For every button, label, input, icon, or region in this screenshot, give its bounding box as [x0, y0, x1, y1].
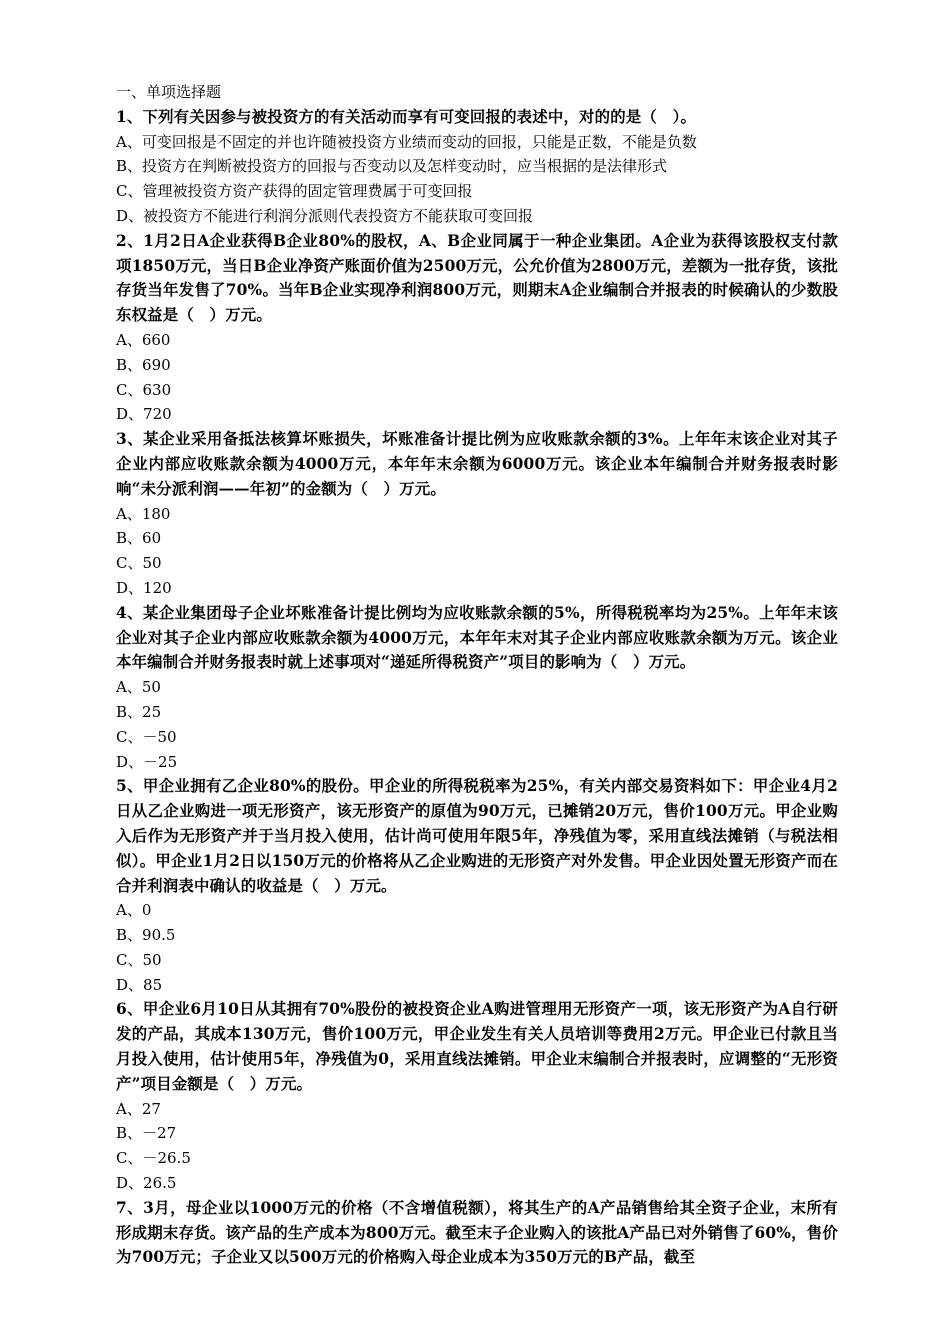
question-option: D、－25	[116, 752, 178, 771]
question-6	[116, 997, 838, 1195]
question-option: A、660	[116, 330, 171, 349]
question-stem: 3、某企业采用备抵法核算坏账损失，坏账准备计提比例为应收账款余额的3%。上年年末该企业对其子企业内部应收账款余额为4000万元，本年年末余额为6000万元。该企业本年编制合并财务报表时影响“未分派利润——年初”的金额为（ ）万元。	[116, 430, 838, 498]
question-option: D、720	[116, 405, 172, 424]
question-option: D、被投资方不能进行利润分派则代表投资方不能获取可变回报	[116, 206, 534, 225]
question-option: A、50	[116, 678, 161, 697]
question-option: C、－26.5	[116, 1149, 191, 1168]
question-option: D、26.5	[116, 1174, 177, 1193]
question-stem: 4、某企业集团母子企业坏账准备计提比例均为应收账款余额的5%，所得税税率均为25%。上年年末该企业对其子企业内部应收账款余额为4000万元，本年年末对其子企业内部应收账款余额为万元。该企业本年编制合并财务报表时就上述事项对“递延所得税资产”项目的影响为（ ）万元。	[116, 603, 838, 672]
question-1	[116, 105, 838, 229]
question-option: D、85	[116, 975, 163, 994]
question-stem: 6、甲企业6月10日从其拥有70%股份的被投资企业A购进管理用无形资产一项，该无形资产为A自行研发的产品，其成本130万元，售价100万元，甲企业发生有关人员培训等费用2万元。甲企业已付款且当月投入使用，估计使用5年，净残值为0，采用直线法摊销。甲企业末编制合并报表时，应调整的“无形资产”项目金额是（ ）万元。	[116, 1000, 838, 1093]
question-option: C、50	[116, 554, 162, 573]
question-2	[116, 229, 838, 427]
question-option: B、90.5	[116, 926, 176, 945]
question-7	[116, 1196, 838, 1270]
question-option: B、690	[116, 355, 171, 374]
question-stem: 7、3月，母企业以1000万元的价格（不含增值税额），将其生产的A产品销售给其全资子企业，末所有形成期末存货。该产品的生产成本为800万元。截至末子企业购入的该批A产品已对外销售了60%，售价为700万元；子企业又以500万元的价格购入母企业成本为350万元的B产品，截至	[116, 1198, 838, 1267]
document-page	[116, 80, 838, 1270]
question-option: A、可变回报是不固定的并也许随被投资方业绩而变动的回报，只能是正数，不能是负数	[116, 132, 697, 151]
question-stem: 5、甲企业拥有乙企业80%的股份。甲企业的所得税税率为25%，有关内部交易资料如下：甲企业4月2日从乙企业购进一项无形资产，该无形资产的原值为90万元，已摊销20万元，售价100万元。甲企业购入后作为无形资产并于当月投入使用，估计尚可使用年限5年，净残值为零，采用直线法摊销（与税法相似）。甲企业1月2日以150万元的价格将从乙企业购进的无形资产对外发售。甲企业因处置无形资产而在合并利润表中确认的收益是（ ）万元。	[116, 777, 838, 895]
question-option: B、－27	[116, 1124, 177, 1143]
question-option: C、－50	[116, 727, 177, 746]
question-option: A、0	[116, 901, 152, 920]
question-option: B、60	[116, 529, 162, 548]
question-option: C、50	[116, 950, 162, 969]
question-option: D、120	[116, 578, 172, 597]
question-option: B、投资方在判断被投资方的回报与否变动以及怎样变动时，应当根据的是法律形式	[116, 157, 668, 176]
section-title: 一、单项选择题	[116, 83, 222, 101]
question-option: A、27	[116, 1099, 161, 1118]
question-3	[116, 427, 838, 601]
question-stem: 2、1月2日A企业获得B企业80%的股权，A、B企业同属于一种企业集团。A企业为获得该股权支付款项1850万元，当日B企业净资产账面价值为2500万元，公允价值为2800万元，差额为一批存货，该批存货当年发售了70%。当年B企业实现净利润800万元，则期末A企业编制合并报表的时候确认的少数股东权益是（ ）万元。	[116, 231, 838, 325]
question-stem: 1、下列有关因参与被投资方的有关活动而享有可变回报的表述中，对的的是（ ）。	[116, 107, 697, 126]
question-option: C、管理被投资方资产获得的固定管理费属于可变回报	[116, 182, 473, 201]
question-option: B、25	[116, 702, 162, 721]
question-option: C、630	[116, 380, 172, 399]
question-option: A、180	[116, 504, 171, 523]
question-4	[116, 601, 838, 775]
question-5	[116, 774, 838, 997]
